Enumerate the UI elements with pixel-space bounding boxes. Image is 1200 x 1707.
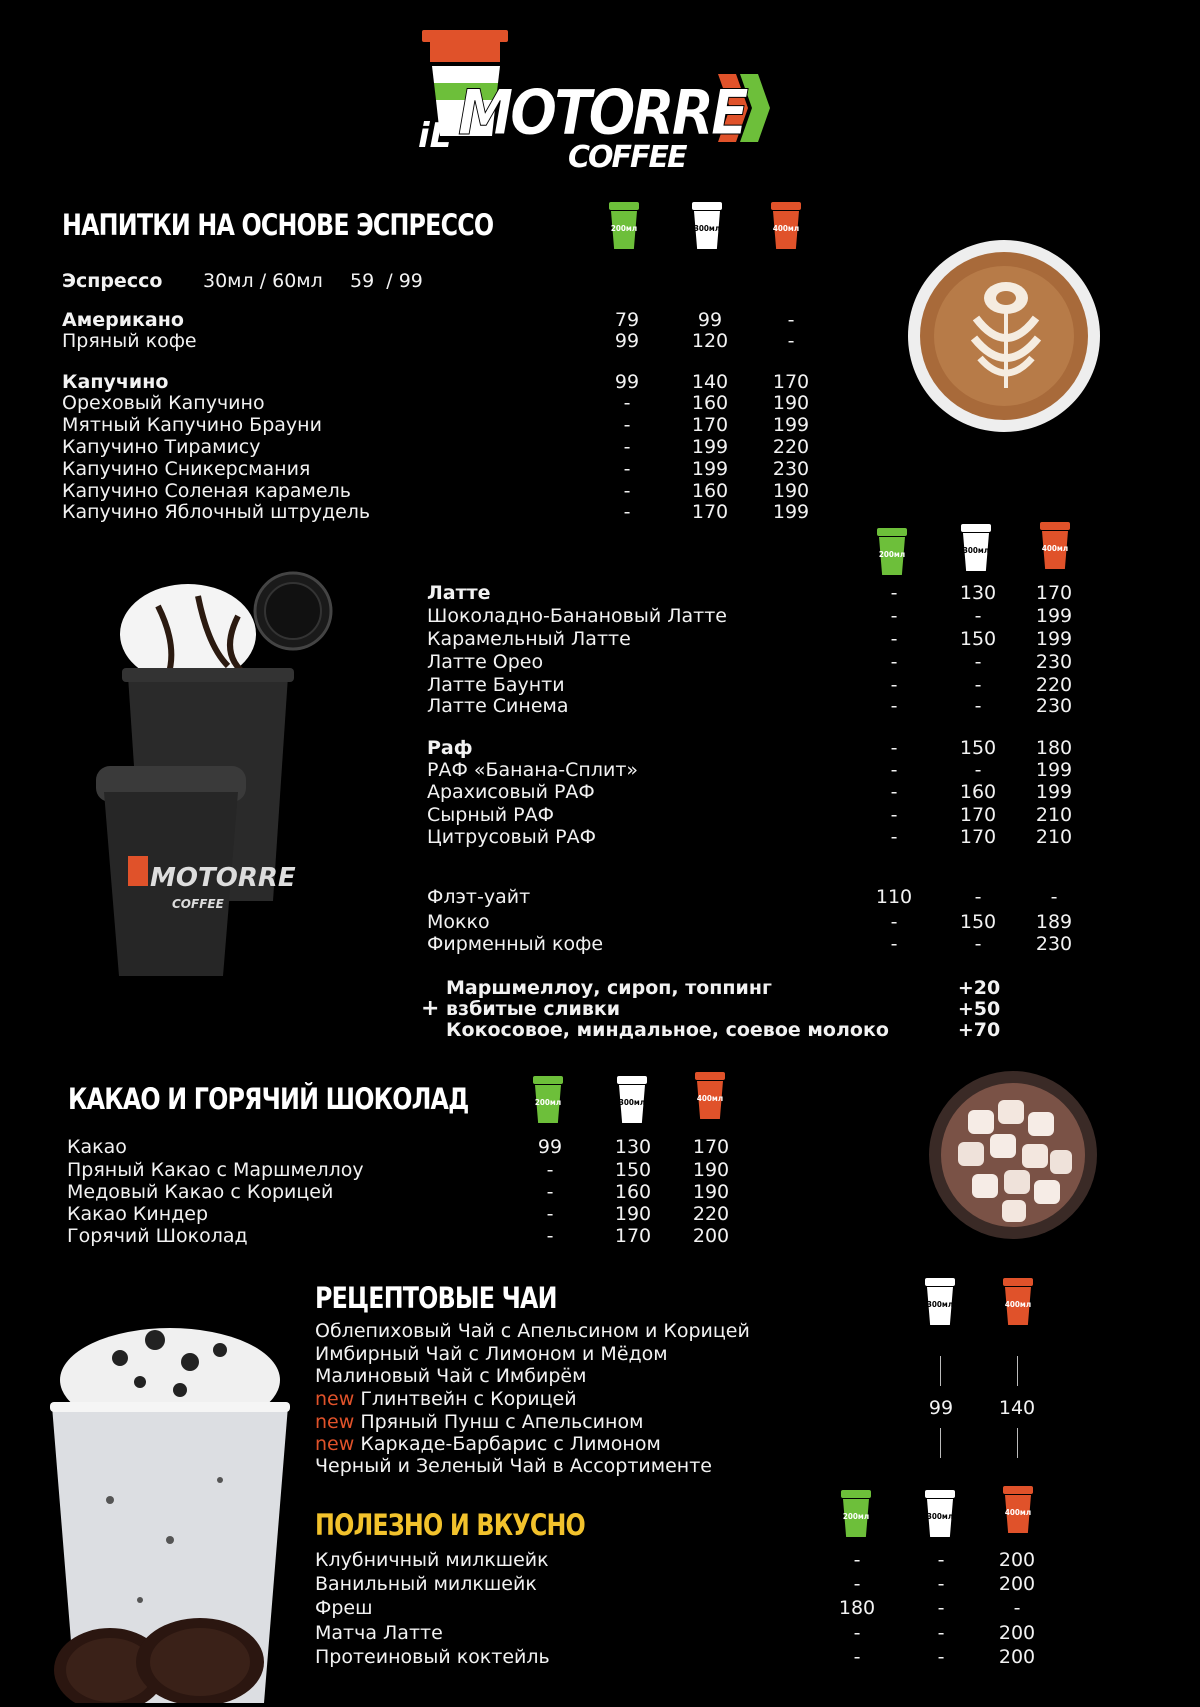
cup-300-icon: 300мл	[614, 1076, 650, 1124]
cup-400-icon: 400мл	[768, 202, 804, 250]
price-m: 130	[959, 582, 997, 604]
price-s: -	[890, 651, 898, 673]
price-l: 230	[772, 458, 810, 480]
tea-item-name: Каркаде-Барбарис с Лимоном	[360, 1433, 661, 1455]
price-l: 199	[1035, 759, 1073, 781]
menu-item-name: Медовый Какао с Корицей	[67, 1181, 334, 1203]
tea-item-name: Черный и Зеленый Чай в Ассортименте	[315, 1455, 712, 1477]
tea-item-name: Глинтвейн с Корицей	[360, 1388, 577, 1410]
menu-item-name: Мятный Капучино Брауни	[62, 414, 322, 436]
menu-item-name: Какао Киндер	[67, 1203, 209, 1225]
price-l: 199	[772, 501, 810, 523]
menu-item-name: Капучино Тирамису	[62, 436, 261, 458]
menu-item-name: Горячий Шоколад	[67, 1225, 248, 1247]
price-s: -	[623, 458, 631, 480]
menu-item-name: Латте Баунти	[427, 674, 565, 696]
price-s: -	[890, 759, 898, 781]
price-l: 220	[692, 1203, 730, 1225]
cup-400-icon: 400мл	[1037, 522, 1073, 570]
price-l: 210	[1035, 804, 1073, 826]
price-l: 230	[1035, 651, 1073, 673]
coffee-cups-image	[88, 556, 348, 986]
menu-item-name: Шоколадно-Банановый Латте	[427, 605, 728, 627]
price-l: 190	[692, 1181, 730, 1203]
cup-400-icon: 400мл	[692, 1072, 728, 1120]
cup-200-icon: 200мл	[838, 1490, 874, 1538]
logo-name: MOTORRE	[458, 76, 746, 149]
price-l: 199	[1035, 628, 1073, 650]
price-m: 170	[614, 1225, 652, 1247]
price-s: -	[890, 933, 898, 955]
cocoa-section-title: КАКАО И ГОРЯЧИЙ ШОКОЛАД	[68, 1082, 469, 1116]
price-m: -	[937, 1622, 945, 1644]
menu-item-name: Латте	[427, 582, 491, 604]
extra-name: взбитые сливки	[446, 998, 621, 1020]
menu-item-name: Капучино Сникерсмания	[62, 458, 311, 480]
logo-sub: COFFEE	[568, 140, 686, 175]
tea-bracket-l-bottom	[1017, 1428, 1018, 1458]
menu-item-name: Капучино Яблочный штрудель	[62, 501, 371, 523]
tea-item-name: Имбирный Чай с Лимоном и Мёдом	[315, 1343, 668, 1365]
price-l: -	[787, 330, 795, 352]
price-s: 99	[614, 371, 640, 393]
price-l: -	[1050, 886, 1058, 908]
tea-item	[315, 1411, 643, 1433]
price-m: 120	[691, 330, 729, 352]
menu-item-name: Раф	[427, 737, 473, 759]
price-s: -	[890, 826, 898, 848]
tea-item	[315, 1455, 712, 1477]
price-m: 160	[691, 392, 729, 414]
svg-text:COFFEE: COFFEE	[172, 897, 224, 911]
cup-300-icon: 300мл	[922, 1278, 958, 1326]
price-m: -	[974, 674, 982, 696]
price-s: -	[853, 1622, 861, 1644]
extra-price: +20	[957, 977, 1001, 999]
price-l: 230	[1035, 695, 1073, 717]
price-l: 190	[772, 392, 810, 414]
tea-item	[315, 1388, 577, 1410]
price-m: 170	[959, 826, 997, 848]
price-l: 200	[998, 1622, 1036, 1644]
price-m: 199	[691, 436, 729, 458]
menu-item-name: Клубничный милкшейк	[315, 1549, 549, 1571]
price-m: -	[974, 605, 982, 627]
menu-item-name: Цитрусовый РАФ	[427, 826, 596, 848]
cup-400-icon: 400мл	[1000, 1486, 1036, 1534]
price-m: -	[974, 886, 982, 908]
price-m: -	[974, 933, 982, 955]
price-s: -	[890, 781, 898, 803]
price-m: 170	[691, 414, 729, 436]
price-s: 79	[614, 309, 640, 331]
price-m: 160	[614, 1181, 652, 1203]
svg-text:MOTORRE: MOTORRE	[150, 863, 296, 893]
price-s: -	[890, 674, 898, 696]
price-s: -	[623, 480, 631, 502]
price-m: -	[937, 1549, 945, 1571]
menu-item-name: Ореховый Капучино	[62, 392, 265, 414]
price-l: 190	[692, 1159, 730, 1181]
cup-400-icon: 400мл	[1000, 1278, 1036, 1326]
espresso-name: Эспрессо	[62, 270, 163, 292]
price-s: -	[890, 911, 898, 933]
price-s: -	[853, 1573, 861, 1595]
price-l: 170	[772, 371, 810, 393]
price-s: -	[853, 1549, 861, 1571]
price-s: -	[890, 628, 898, 650]
tea-bracket-m-top	[940, 1356, 941, 1386]
cup-300-icon: 300мл	[958, 524, 994, 572]
price-m: 190	[614, 1203, 652, 1225]
extra-name: Кокосовое, миндальное, соевое молоко	[446, 1019, 889, 1041]
price-s: 99	[614, 330, 640, 352]
menu-item-name: Фирменный кофе	[427, 933, 604, 955]
cup-300-icon: 300мл	[922, 1490, 958, 1538]
price-l: 220	[772, 436, 810, 458]
price-s: 180	[838, 1597, 876, 1619]
oreo-milkshake-image	[50, 1310, 290, 1703]
price-l: 230	[1035, 933, 1073, 955]
price-s: 110	[875, 886, 913, 908]
price-s: 99	[537, 1136, 563, 1158]
price-l: 190	[772, 480, 810, 502]
tea-item	[315, 1433, 661, 1455]
price-s: -	[890, 695, 898, 717]
menu-item-name: Карамельный Латте	[427, 628, 631, 650]
price-s: -	[623, 501, 631, 523]
price-l: 170	[1035, 582, 1073, 604]
price-m: 140	[691, 371, 729, 393]
price-l: 199	[1035, 781, 1073, 803]
latte-art-image	[906, 238, 1102, 434]
price-m: 199	[691, 458, 729, 480]
price-m: -	[937, 1646, 945, 1668]
price-s: -	[890, 605, 898, 627]
tea-item-name: Малиновый Чай с Имбирём	[315, 1365, 587, 1387]
tea-item	[315, 1320, 750, 1342]
price-l: 200	[998, 1573, 1036, 1595]
price-l: 210	[1035, 826, 1073, 848]
price-m: 99	[697, 309, 723, 331]
price-s: -	[890, 804, 898, 826]
new-badge: new	[315, 1411, 355, 1433]
price-m: 150	[959, 628, 997, 650]
price-m: 150	[959, 737, 997, 759]
cup-200-icon: 200мл	[530, 1076, 566, 1124]
tea-price-l: 140	[998, 1397, 1036, 1419]
price-s: -	[623, 436, 631, 458]
price-l: 200	[998, 1549, 1036, 1571]
price-s: -	[853, 1646, 861, 1668]
price-m: -	[974, 695, 982, 717]
menu-item-name: Пряный кофе	[62, 330, 197, 352]
tea-bracket-l-top	[1017, 1356, 1018, 1386]
price-l: -	[1013, 1597, 1021, 1619]
brand-logo	[418, 28, 780, 176]
extra-price: +70	[957, 1019, 1001, 1041]
price-m: 150	[959, 911, 997, 933]
extras-plus: +	[421, 996, 440, 1021]
menu-item-name: Матча Латте	[315, 1622, 443, 1644]
healthy-section-title: ПОЛЕЗНО И ВКУСНО	[315, 1508, 585, 1542]
price-s: -	[890, 737, 898, 759]
price-s: -	[546, 1159, 554, 1181]
price-m: 160	[959, 781, 997, 803]
tea-item-name: Пряный Пунш с Апельсином	[360, 1411, 644, 1433]
tea-item	[315, 1365, 586, 1387]
price-s: -	[546, 1225, 554, 1247]
logo-il: iL	[418, 116, 452, 156]
price-m: 130	[614, 1136, 652, 1158]
price-m: 160	[691, 480, 729, 502]
price-l: 199	[1035, 605, 1073, 627]
menu-item-name: Мокко	[427, 911, 490, 933]
price-s: -	[623, 392, 631, 414]
menu-item-name: Какао	[67, 1136, 127, 1158]
price-m: -	[974, 651, 982, 673]
price-m: 150	[614, 1159, 652, 1181]
menu-item-name: Протеиновый коктейль	[315, 1646, 550, 1668]
price-m: 170	[691, 501, 729, 523]
menu-item-name: Капучино	[62, 371, 169, 393]
espresso-section-title: НАПИТКИ НА ОСНОВЕ ЭСПРЕССО	[62, 208, 494, 242]
tea-item	[315, 1343, 668, 1365]
menu-item-name: Пряный Какао с Маршмеллоу	[67, 1159, 364, 1181]
menu-item-name: Ванильный милкшейк	[315, 1573, 537, 1595]
tea-section-title: РЕЦЕПТОВЫЕ ЧАИ	[315, 1281, 557, 1315]
menu-item-name: Латте Орео	[427, 651, 544, 673]
cocoa-marshmallow-image	[928, 1070, 1098, 1240]
extra-price: +50	[957, 998, 1001, 1020]
price-l: 200	[692, 1225, 730, 1247]
price-l: 170	[692, 1136, 730, 1158]
cup-300-icon: 300мл	[689, 202, 725, 250]
menu-item-name: Флэт-уайт	[427, 886, 531, 908]
menu-item-name: Арахисовый РАФ	[427, 781, 595, 803]
price-l: -	[787, 309, 795, 331]
menu-item-name: Американо	[62, 309, 184, 331]
menu-item-name: РАФ «Банана-Сплит»	[427, 759, 639, 781]
price-m: 170	[959, 804, 997, 826]
extra-name: Маршмеллоу, сироп, топпинг	[446, 977, 772, 999]
new-badge: new	[315, 1388, 355, 1410]
price-l: 189	[1035, 911, 1073, 933]
price-l: 200	[998, 1646, 1036, 1668]
price-s: -	[546, 1181, 554, 1203]
tea-item-name: Облепиховый Чай с Апельсином и Корицей	[315, 1320, 750, 1342]
menu-item-name: Фреш	[315, 1597, 373, 1619]
tea-bracket-m-bottom	[940, 1428, 941, 1458]
price-l: 180	[1035, 737, 1073, 759]
menu-item-name: Сырный РАФ	[427, 804, 554, 826]
menu-item-name: Капучино Соленая карамель	[62, 480, 351, 502]
espresso-sizes: 30мл / 60мл	[203, 270, 323, 292]
tea-price-m: 99	[928, 1397, 954, 1419]
new-badge: new	[315, 1433, 355, 1455]
price-m: -	[937, 1573, 945, 1595]
price-l: 220	[1035, 674, 1073, 696]
price-s: -	[623, 414, 631, 436]
cup-200-icon: 200мл	[606, 202, 642, 250]
price-s: -	[546, 1203, 554, 1225]
espresso-prices: 59 / 99	[350, 270, 423, 292]
price-l: 199	[772, 414, 810, 436]
price-m: -	[937, 1597, 945, 1619]
price-s: -	[890, 582, 898, 604]
cup-200-icon: 200мл	[874, 528, 910, 576]
price-m: -	[974, 759, 982, 781]
menu-item-name: Латте Синема	[427, 695, 569, 717]
